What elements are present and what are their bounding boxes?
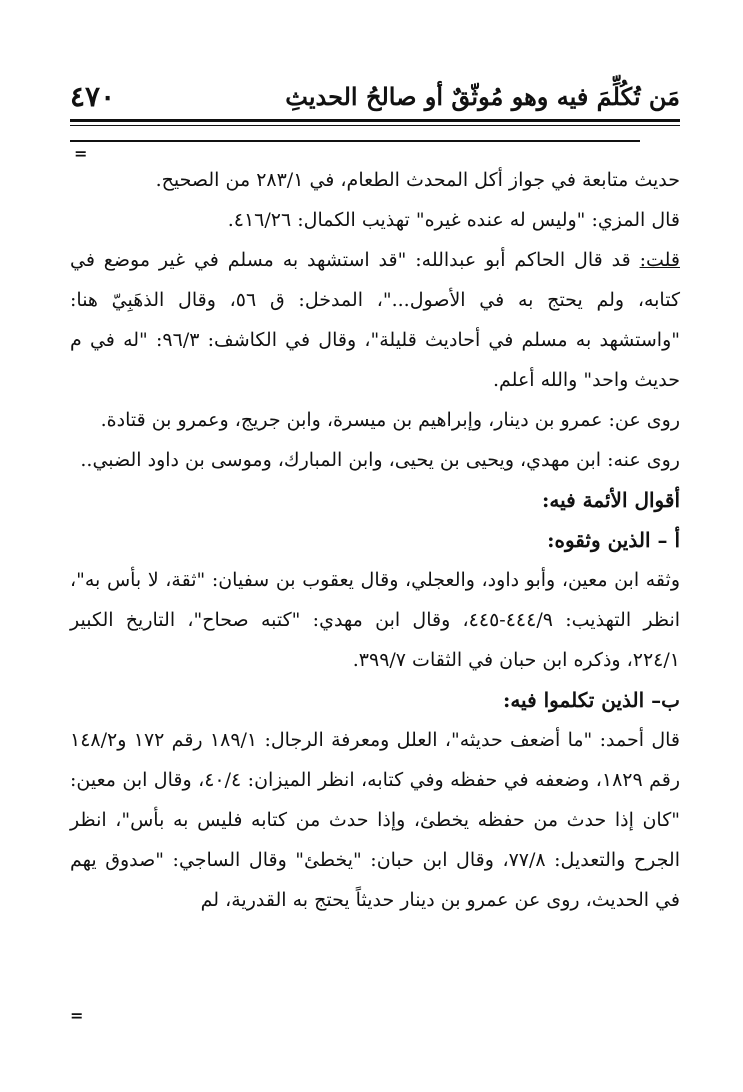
- paragraph-4: روى عن: عمرو بن دينار، وإبراهيم بن ميسرة، وابن جريج، وعمرو بن قتادة.: [100, 409, 680, 431]
- heading-trusted-by: أ – الذين وثقوه:: [547, 528, 680, 552]
- header-rule-thin: [70, 125, 680, 126]
- running-title: مَن تُكُلِّمَ فيه وهو مُوثّقٌ أو صالحُ الحديثِ: [285, 82, 680, 111]
- heading-imams-sayings: أقوال الأئمة فيه:: [542, 488, 680, 512]
- footnote-rule: [70, 140, 640, 142]
- continuation-mark-top: =: [74, 144, 88, 163]
- paragraph-3-lead: قلت:: [639, 249, 680, 271]
- page-header: [70, 78, 680, 118]
- paragraph-6: وثقه ابن معين، وأبو داود، والعجلي، وقال يعقوب بن سفيان: "ثقة، لا بأس به"، انظر التهذيب: ٤٤٤/٩-٤٤٥، وقال ابن مهدي: "كتبه صحاح"، التاريخ الكبير ٢٢٤/١، وذكره ابن حبان في الثقات ٣٩٩/٧.: [70, 569, 681, 671]
- page-body: [70, 160, 680, 920]
- header-rule-thick: [70, 119, 680, 122]
- continuation-mark-bottom: =: [70, 1006, 84, 1025]
- paragraph-7: قال أحمد: "ما أضعف حديثه"، العلل ومعرفة الرجال: ١٨٩/١ رقم ١٧٢ و١٤٨/٢ رقم ١٨٢٩، وضعفه في حفظه وفي كتابه، انظر الميزان: ٤٠/٤، وقال ابن معين: "كان إذا حدث من حفظه يخطئ، وإذا حدث من كتابه فليس به بأس"، انظر الجرح والتعديل: ٧٧/٨، وقال ابن حبان: "يخطئ" وقال الساجي: "صدوق يهم في الحديث، روى عن عمرو بن دينار حديثاً يحتج به القدرية، لم: [70, 729, 681, 911]
- page-number: ٤٧٠: [70, 80, 116, 113]
- paragraph-1: حديث متابعة في جواز أكل المحدث الطعام، في ٢٨٣/١ من الصحيح.: [155, 169, 680, 191]
- paragraph-5: روى عنه: ابن مهدي، ويحيى بن يحيى، وابن المبارك، وموسى بن داود الضبي..: [80, 449, 680, 471]
- paragraph-3-text: قد قال الحاكم أبو عبدالله: "قد استشهد به مسلم في غير موضع في كتابه، ولم يحتج به في الأصول..."، المدخل: ق ٥٦، وقال الذهَبِيّ هنا: "واستشهد به مسلم في أحاديث قليلة"، وقال في الكاشف: ٩٦/٣: "له في م حديث واحد" والله أعلم.: [70, 249, 680, 391]
- heading-criticized-by: ب– الذين تكلموا فيه:: [502, 688, 680, 712]
- paragraph-3: [70, 240, 680, 400]
- paragraph-2: قال المزي: "وليس له عنده غيره" تهذيب الكمال: ٤١٦/٢٦.: [227, 209, 680, 231]
